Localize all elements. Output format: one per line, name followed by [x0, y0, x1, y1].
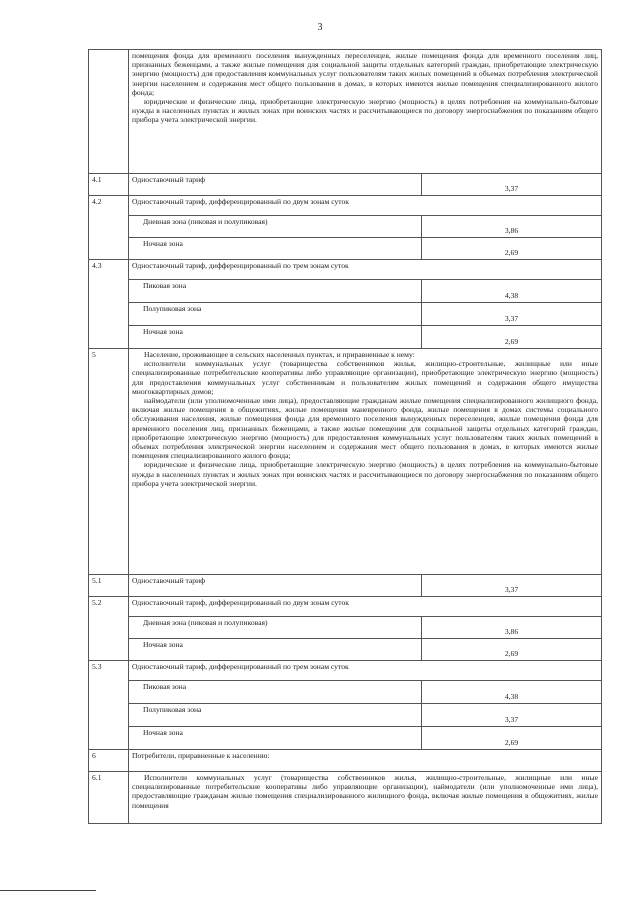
- zone-value: 2,69: [422, 727, 602, 750]
- zone-label: Ночная зона: [129, 326, 422, 349]
- zone-value: 2,69: [422, 639, 602, 661]
- section-6-label: Потребители, приравненные к населению:: [129, 750, 602, 772]
- section-5-description: [129, 349, 602, 575]
- zone-value: 3,37: [422, 303, 602, 326]
- tariff-value: 3,37: [422, 174, 602, 196]
- zone-label: Ночная зона: [129, 727, 422, 750]
- table-row: [89, 727, 602, 750]
- table-row: [89, 750, 602, 772]
- table-row: [89, 617, 602, 639]
- zone-label: Полупиковая зона: [129, 303, 422, 326]
- zone-label: Ночная зона: [129, 238, 422, 260]
- table-row: [89, 174, 602, 196]
- zone-label: Пиковая зона: [129, 280, 422, 303]
- table-row: [89, 238, 602, 260]
- section-4-description: [129, 50, 602, 174]
- paragraph: исполнители коммунальных услуг (товарищества собственников жилья, жилищно-строительные, жилищные или иные специализированные потребительские кооперативы либо управляющие организации), приобретающие электрическую энергию (мощность) для предоставления коммунальных услуг собственникам и пользователям жилых помещений и содержания общего имущества многоквартирных домов;: [132, 359, 598, 396]
- zone-label: Полупиковая зона: [129, 704, 422, 727]
- table-row: [89, 704, 602, 727]
- row-number: 5: [89, 349, 129, 575]
- row-number: 6: [89, 750, 129, 772]
- row-number: 4.3: [89, 260, 129, 349]
- zone-value: 2,69: [422, 326, 602, 349]
- table-row: [89, 280, 602, 303]
- table-row: [89, 260, 602, 280]
- row-number: 5.1: [89, 575, 129, 597]
- table-row: [89, 681, 602, 704]
- section-6-1-description: Исполнители коммунальных услуг (товарищества собственников жилья, жилищно-строительные, жилищные или иные специализированные потребительские кооперативы либо управляющие организации), наймодатели (или уполномоченные ими лица), предоставляющие гражданам жилые помещения специализированного жилищного фонда, включая жилые помещения в общежитиях, жилые помещения: [129, 772, 602, 824]
- table-row: [89, 216, 602, 238]
- zone-value: 3,86: [422, 617, 602, 639]
- row-number: 5.3: [89, 661, 129, 750]
- tariff-label: Одноставочный тариф: [129, 575, 422, 597]
- table-row: [89, 349, 602, 575]
- table-row: [89, 303, 602, 326]
- table-row: [89, 575, 602, 597]
- row-number: 4.2: [89, 196, 129, 260]
- paragraph: Население, проживающее в сельских населенных пунктах, и приравненные к нему:: [144, 350, 415, 359]
- paragraph: юридические и физические лица, приобретающие электрическую энергию (мощность) в целях потребления на коммунально-бытовые нужды в населенных пунктах и жилых зонах при воинских частях и рассчитывающиеся по договору энергоснабжения по показаниям общего прибора учета электрической энергии.: [132, 97, 598, 125]
- zone-value: 4,38: [422, 280, 602, 303]
- tariff-label: Одноставочный тариф, дифференцированный по трем зонам суток: [129, 661, 602, 681]
- tariff-value: 3,37: [422, 575, 602, 597]
- zone-value: 3,86: [422, 216, 602, 238]
- table-row: [89, 661, 602, 681]
- row-number: 5.2: [89, 597, 129, 661]
- table-row: [89, 639, 602, 661]
- footnote-divider: [0, 890, 96, 891]
- table-row: [89, 50, 602, 174]
- table-row: [89, 196, 602, 216]
- tariff-table: [88, 49, 602, 824]
- tariff-label: Одноставочный тариф: [129, 174, 422, 196]
- page-number: 3: [317, 22, 323, 33]
- zone-value: 3,37: [422, 704, 602, 727]
- zone-label: Ночная зона: [129, 639, 422, 661]
- table-row: [89, 597, 602, 617]
- tariff-label: Одноставочный тариф, дифференцированный по двум зонам суток: [129, 196, 602, 216]
- paragraph: наймодатели (или уполномоченные ими лица), предоставляющие гражданам жилые помещения специализированного жилищного фонда, включая жилые помещения в общежитиях, жилые помещения маневренного фонда, жилые помещения в домах системы социального обслуживания населения, жилые помещения фонда для временного поселения вынужденных переселенцев, жилые помещения фонда для временного поселения лиц, признанных беженцами, а также жилые помещения для социальной защиты отдельных категорий граждан, приобретающие электрическую энергию (мощность) для предоставления коммунальных услуг пользователям таких жилых помещений в объемах потребления электрической энергии населением и содержания мест общего пользования в домах, в которых имеются жилые помещения специализированного жилого фонда;: [132, 396, 598, 461]
- zone-label: Дневная зона (пиковая и полупиковая): [129, 216, 422, 238]
- tariff-label: Одноставочный тариф, дифференцированный по трем зонам суток: [129, 260, 602, 280]
- row-number: 4.1: [89, 174, 129, 196]
- zone-label: Дневная зона (пиковая и полупиковая): [129, 617, 422, 639]
- zone-value: 2,69: [422, 238, 602, 260]
- zone-value: 4,38: [422, 681, 602, 704]
- row-number: 6.1: [89, 772, 129, 824]
- row-number-cell: [89, 50, 129, 174]
- zone-label: Пиковая зона: [129, 681, 422, 704]
- table-row: [89, 772, 602, 824]
- paragraph: помещения фонда для временного поселения вынужденных переселенцев, жилые помещения фонда для временного поселения лиц, признанных беженцами, а также жилые помещения для социальной защиты отдельных категорий граждан, приобретающие электрическую энергию (мощность) для предоставления коммунальных услуг пользователям таких жилых помещений в объемах потребления электрической энергии населением и содержания мест общего пользования в домах, в которых имеются жилые помещения специализированного жилого фонда;: [132, 51, 598, 97]
- paragraph: юридические и физические лица, приобретающие электрическую энергию (мощность) в целях потребления на коммунально-бытовые нужды в населенных пунктах и жилых зонах при воинских частях и рассчитывающиеся по договору энергоснабжения по показаниям общего прибора учета электрической энергии.: [132, 460, 598, 488]
- tariff-label: Одноставочный тариф, дифференцированный по двум зонам суток: [129, 597, 602, 617]
- table-row: [89, 326, 602, 349]
